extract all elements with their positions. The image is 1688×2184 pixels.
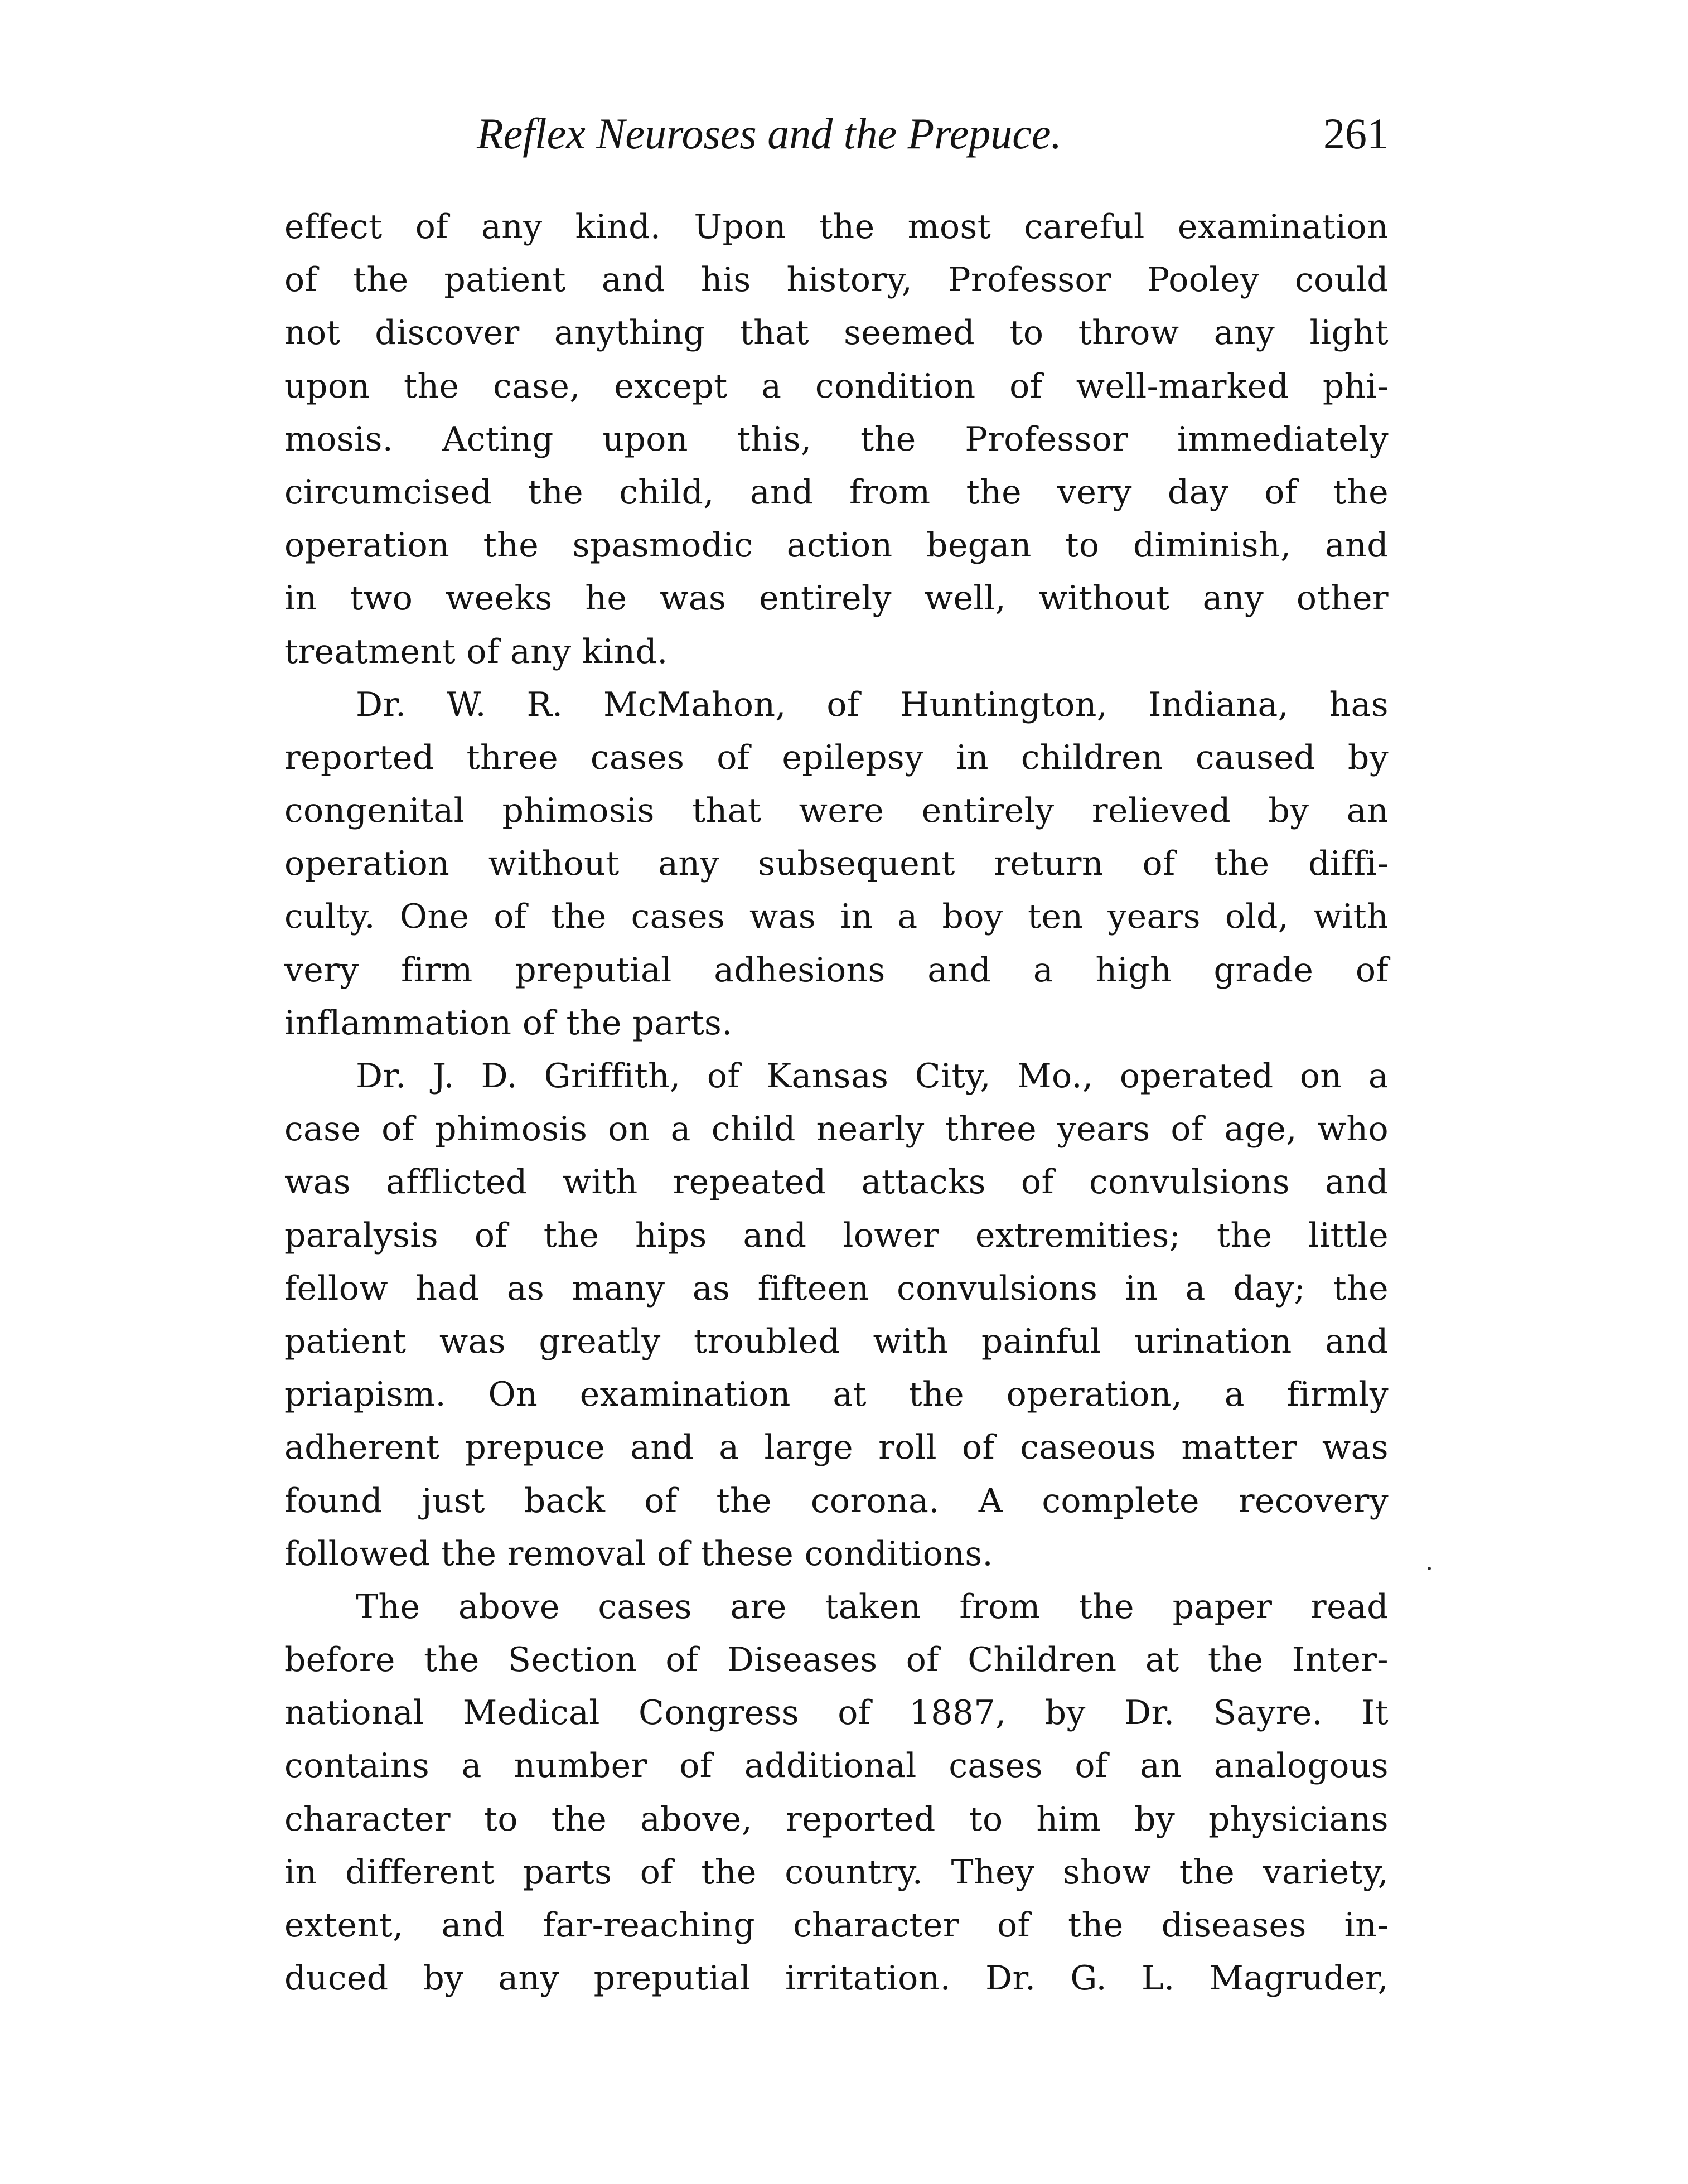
text-line: contains a number of additional cases of an analogous (284, 1746, 1389, 1786)
ink-speck (1428, 1567, 1431, 1570)
text-line: treatment of any kind. (284, 632, 668, 671)
text-line: paralysis of the hips and lower extremities; the little (284, 1216, 1389, 1255)
text-line: very firm preputial adhesions and a high grade of (284, 950, 1389, 990)
text-line: effect of any kind. Upon the most careful examination (284, 207, 1389, 246)
paragraph-4 (284, 1581, 1389, 2006)
text-line: circumcised the child, and from the very day of the (284, 472, 1389, 512)
body-text (284, 201, 1389, 2005)
paragraph-2 (284, 679, 1389, 1050)
text-line: fellow had as many as fifteen convulsions in a day; the (284, 1268, 1389, 1308)
text-line: reported three cases of epilepsy in children caused by (284, 738, 1389, 777)
text-line: followed the removal of these conditions. (284, 1534, 993, 1573)
paragraph-3 (284, 1050, 1389, 1581)
text-line: Dr. W. R. McMahon, of Huntington, Indiana, has (356, 685, 1389, 724)
text-line: operation without any subsequent return of the diffi- (284, 844, 1389, 884)
running-head (284, 100, 1389, 167)
text-line: congenital phimosis that were entirely relieved by an (284, 791, 1389, 831)
text-line: was afflicted with repeated attacks of convulsions and (284, 1163, 1389, 1202)
text-line: upon the case, except a condition of well-marked phi- (284, 366, 1389, 406)
text-line: national Medical Congress of 1887, by Dr. Sayre. It (284, 1693, 1389, 1733)
text-line: case of phimosis on a child nearly three years of age, who (284, 1110, 1389, 1149)
text-line: before the Section of Diseases of Children at the Inter- (284, 1640, 1389, 1680)
page-number: 261 (1323, 109, 1389, 158)
text-line: extent, and far-reaching character of the diseases in- (284, 1906, 1389, 1945)
running-title: Reflex Neuroses and the Prepuce. (477, 109, 1062, 158)
text-line: operation the spasmodic action began to diminish, and (284, 526, 1389, 565)
text-line: culty. One of the cases was in a boy ten years old, with (284, 897, 1389, 937)
text-line: Dr. J. D. Griffith, of Kansas City, Mo., operated on a (356, 1057, 1389, 1096)
text-line: inflammation of the parts. (284, 1003, 733, 1043)
text-line: character to the above, reported to him by physicians (284, 1799, 1389, 1839)
text-line: in different parts of the country. They show the variety, (284, 1852, 1389, 1892)
text-line: The above cases are taken from the paper read (356, 1587, 1389, 1626)
text-line: mosis. Acting upon this, the Professor immediately (284, 419, 1389, 459)
text-line: adherent prepuce and a large roll of caseous matter was (284, 1428, 1389, 1468)
text-line: in two weeks he was entirely well, without any other (284, 579, 1389, 618)
text-line: of the patient and his history, Professor Pooley could (284, 260, 1389, 300)
text-line: found just back of the corona. A complete recovery (284, 1481, 1389, 1520)
text-line: duced by any preputial irritation. Dr. G. L. Magruder, (284, 1959, 1389, 1998)
text-line: patient was greatly troubled with painful urination and (284, 1321, 1389, 1361)
paragraph-1 (284, 201, 1389, 679)
text-line: priapism. On examination at the operation, a firmly (284, 1375, 1389, 1415)
text-line: not discover anything that seemed to throw any light (284, 313, 1389, 353)
